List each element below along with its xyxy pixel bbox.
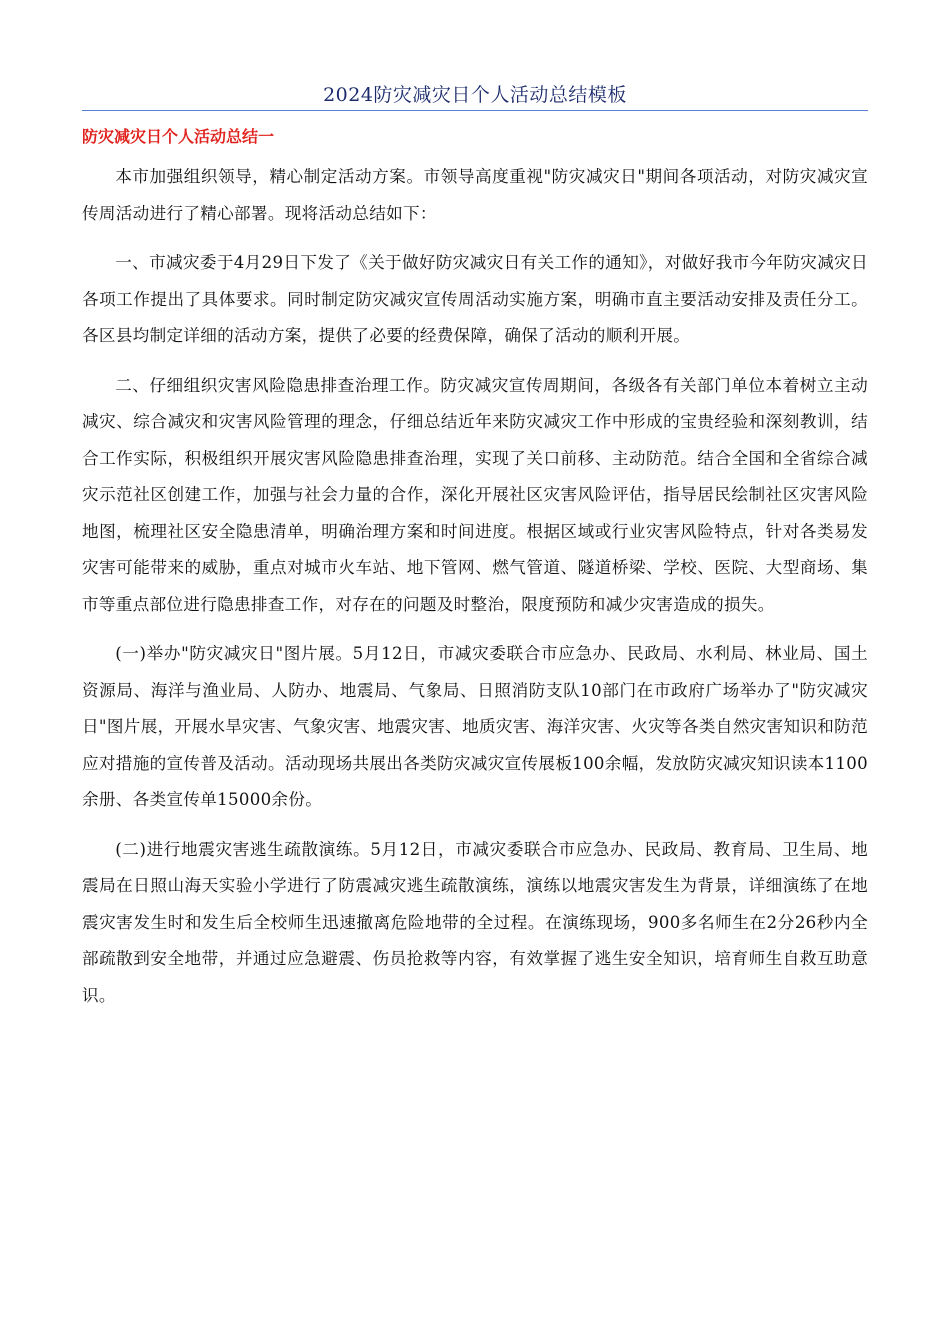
- section-heading: 防灾减灾日个人活动总结一: [82, 127, 275, 146]
- paragraph-2: 二、仔细组织灾害风险隐患排查治理工作。防灾减灾宣传周期间，各级各有关部门单位本着树立主动减灾、综合减灾和灾害风险管理的理念，仔细总结近年来防灾减灾工作中形成的宝贵经验和深刻教训，结合工作实际，积极组织开展灾害风险隐患排查治理，实现了关口前移、主动防范。结合全国和全省综合减灾示范社区创建工作，加强与社会力量的合作，深化开展社区灾害风险评估，指导居民绘制社区灾害风险地图，梳理社区安全隐患清单，明确治理方案和时间进度。根据区域或行业灾害风险特点，针对各类易发灾害可能带来的威胁，重点对城市火车站、地下管网、燃气管道、隧道桥梁、学校、医院、大型商场、集市等重点部位进行隐患排查工作，对存在的问题及时整治，限度预防和减少灾害造成的损失。: [82, 375, 868, 614]
- paragraph-4: (二)进行地震灾害逃生疏散演练。5月12日，市减灾委联合市应急办、民政局、教育局、卫生局、地震局在日照山海天实验小学进行了防震减灾逃生疏散演练，演练以地震灾害发生为背景，详细演练了在地震灾害发生时和发生后全校师生迅速撤离危险地带的全过程。在演练现场，900多名师生在2分26秒内全部疏散到安全地带，并通过应急避震、伤员抢救等内容，有效掌握了逃生安全知识，培育师生自救互助意识。: [82, 839, 868, 1005]
- title-underline: [82, 110, 868, 111]
- paragraph-1: 一、市减灾委于4月29日下发了《关于做好防灾减灾日有关工作的通知》，对做好我市今年防灾减灾日各项工作提出了具体要求。同时制定防灾减灾宣传周活动实施方案，明确市直主要活动安排及责任分工。各区县均制定详细的活动方案，提供了必要的经费保障，确保了活动的顺利开展。: [82, 253, 868, 345]
- paragraph-intro: 本市加强组织领导，精心制定活动方案。市领导高度重视"防灾减灾日"期间各项活动，对防灾减灾宣传周活动进行了精心部署。现将活动总结如下：: [82, 167, 868, 223]
- document-title: 2024防灾减灾日个人活动总结模板: [323, 84, 627, 106]
- paragraph-3: (一)举办"防灾减灾日"图片展。5月12日，市减灾委联合市应急办、民政局、水利局、林业局、国土资源局、海洋与渔业局、人防办、地震局、气象局、日照消防支队10部门在市政府广场举办了"防灾减灾日"图片展，开展水旱灾害、气象灾害、地震灾害、地质灾害、海洋灾害、火灾等各类自然灾害知识和防范应对措施的宣传普及活动。活动现场共展出各类防灾减灾宣传展板100余幅，发放防灾减灾知识读本1100余册、各类宣传单15000余份。: [82, 644, 868, 809]
- document-page: [82, 0, 868, 1014]
